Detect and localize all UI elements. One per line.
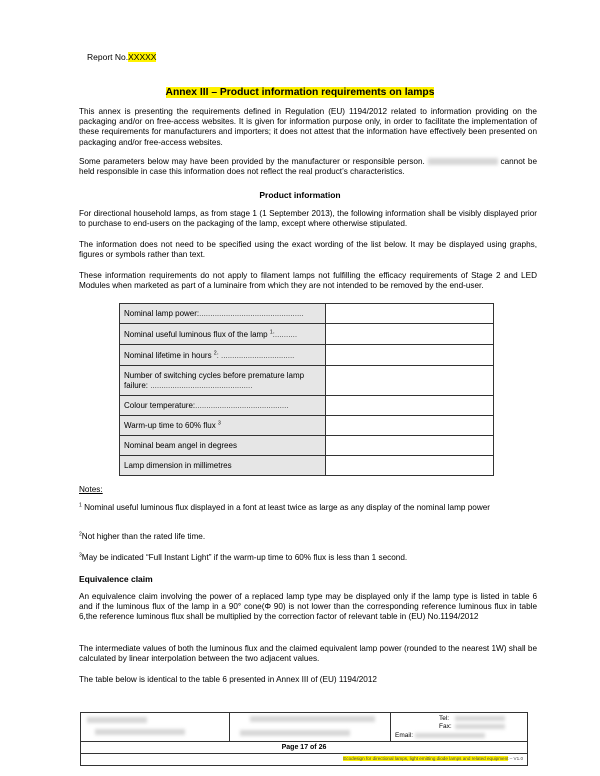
product-info-paragraph-1: For directional household lamps, as from stage 1 (1 September 2013), the following information shall be visibly displayed prior to purchase to end-users on the packaging of the lamp, except where otherwise stipulated.	[79, 209, 537, 229]
report-number-line	[87, 52, 156, 62]
table-cell-label: Nominal lifetime in hours $^2$: .................................	[120, 345, 326, 366]
table-row	[120, 324, 494, 345]
table-cell-value	[326, 324, 494, 345]
redacted-company-logo	[87, 717, 147, 723]
email-label: Email:	[395, 732, 414, 739]
table-cell-label: Colour temperature:..........................................	[120, 396, 326, 416]
table-cell-value	[326, 345, 494, 366]
footer-page-number: Page 17 of 26	[81, 742, 527, 754]
table-row	[120, 436, 494, 456]
report-number: XXXXX	[128, 52, 157, 62]
product-info-paragraph-2: The information does not need to be specified using the exact wording of the list below. It may be displayed using graphs, figures or symbols rather than text.	[79, 240, 537, 260]
table-cell-value	[326, 416, 494, 436]
table-cell-label: Nominal beam angel in degrees	[120, 436, 326, 456]
equivalence-paragraph-3: The table below is identical to the table 6 presented in Annex III of (EU) 1194/2012	[79, 675, 377, 684]
redacted-address-line-1	[250, 716, 375, 722]
table-cell-label: Number of switching cycles before premature lamp failure: ..............................................	[120, 366, 326, 396]
notes-heading: Notes:	[79, 485, 103, 494]
equivalence-paragraph-1: An equivalence claim involving the power of a replaced lamp type may be displayed only if the lamp type is listed in table 6 and if the luminous flux of the lamp in a 90° cone(Φ 90) is not lower than the corresponding reference luminous flux in table 6,the reference luminous flux shall be multiplied by the correction factor of relevant table in (EU) No.1194/2012	[79, 592, 537, 622]
redacted-tel	[455, 716, 505, 721]
footer-contact-row	[81, 713, 527, 742]
annex-title-text: Annex III – Product information requirements on lamps	[165, 87, 435, 98]
fax-label: Fax:	[439, 723, 452, 730]
table-row	[120, 416, 494, 436]
table-cell-label: Lamp dimension in millimetres	[120, 456, 326, 476]
intro-paragraph-2b: cannot be held responsible in case this information does not reflect the real product’s characteristics.	[79, 157, 538, 177]
equivalence-heading: Equivalence claim	[79, 574, 153, 584]
table-cell-value	[326, 366, 494, 396]
report-label: Report No.	[87, 52, 129, 62]
note-1: $^1$ Nominal useful luminous flux displayed in a font at least twice as large as any display of the nominal lamp power	[79, 502, 491, 512]
annex-title	[0, 87, 600, 98]
footer-doc-ref: Ecodesign for directional lamps, light emitting diode lamps and related equipment – V1.0	[343, 756, 523, 761]
table-cell-value	[326, 304, 494, 324]
table-row	[120, 366, 494, 396]
redacted-fax	[455, 724, 505, 729]
table-cell-label: Nominal useful luminous flux of the lamp $^1$:..........	[120, 324, 326, 345]
redacted-email	[415, 733, 485, 738]
table-cell-label: Warm-up time to 60% flux $^3$	[120, 416, 326, 436]
intro-paragraph-2	[79, 157, 537, 177]
table-cell-value	[326, 456, 494, 476]
redacted-address-line-2	[240, 730, 350, 736]
note-3: $^3$May be indicated “Full Instant Light” if the warm-up time to 60% flux is less than 1 second.	[79, 552, 408, 562]
page-footer	[80, 712, 528, 766]
product-info-title: Product information	[259, 190, 341, 200]
table-cell-value	[326, 436, 494, 456]
redacted-company-name	[428, 158, 498, 165]
table-row	[120, 396, 494, 416]
product-info-table	[119, 303, 494, 476]
table-cell-label: Nominal lamp power:...............................................	[120, 304, 326, 324]
redacted-company-address	[95, 729, 185, 735]
table-row	[120, 304, 494, 324]
table-row	[120, 345, 494, 366]
table-row	[120, 456, 494, 476]
intro-paragraph-2a: Some parameters below may have been provided by the manufacturer or responsible person.	[79, 157, 425, 166]
note-2: $^2$Not higher than the rated life time.	[79, 531, 206, 541]
tel-label: Tel:	[439, 715, 450, 722]
footer-contact-cell	[391, 713, 527, 741]
footer-address-cell	[230, 713, 391, 741]
equivalence-paragraph-2: The intermediate values of both the luminous flux and the claimed equivalent lamp power (rounded to the nearest 1W) shall be calculated by linear interpolation between the two adjacent values.	[79, 644, 537, 664]
footer-doc-row	[81, 754, 527, 765]
product-info-paragraph-3: These information requirements do not apply to filament lamps not fulfilling the efficacy requirements of Stage 2 and LED Modules when marketed as part of a luminaire from which they are not intended to be removed by the end-user.	[79, 271, 537, 291]
table-cell-value	[326, 396, 494, 416]
footer-company-cell	[81, 713, 230, 741]
intro-paragraph-1: This annex is presenting the requirements defined in Regulation (EU) 1194/2012 related to information providing on the packaging and/or on free-access websites. It is given for information purpose only, in order to facilitate the implementation of these requirements for manufacturers and importers; it does not attest that the information have effectively been presented on packaging and/or free-access websites.	[79, 107, 537, 147]
